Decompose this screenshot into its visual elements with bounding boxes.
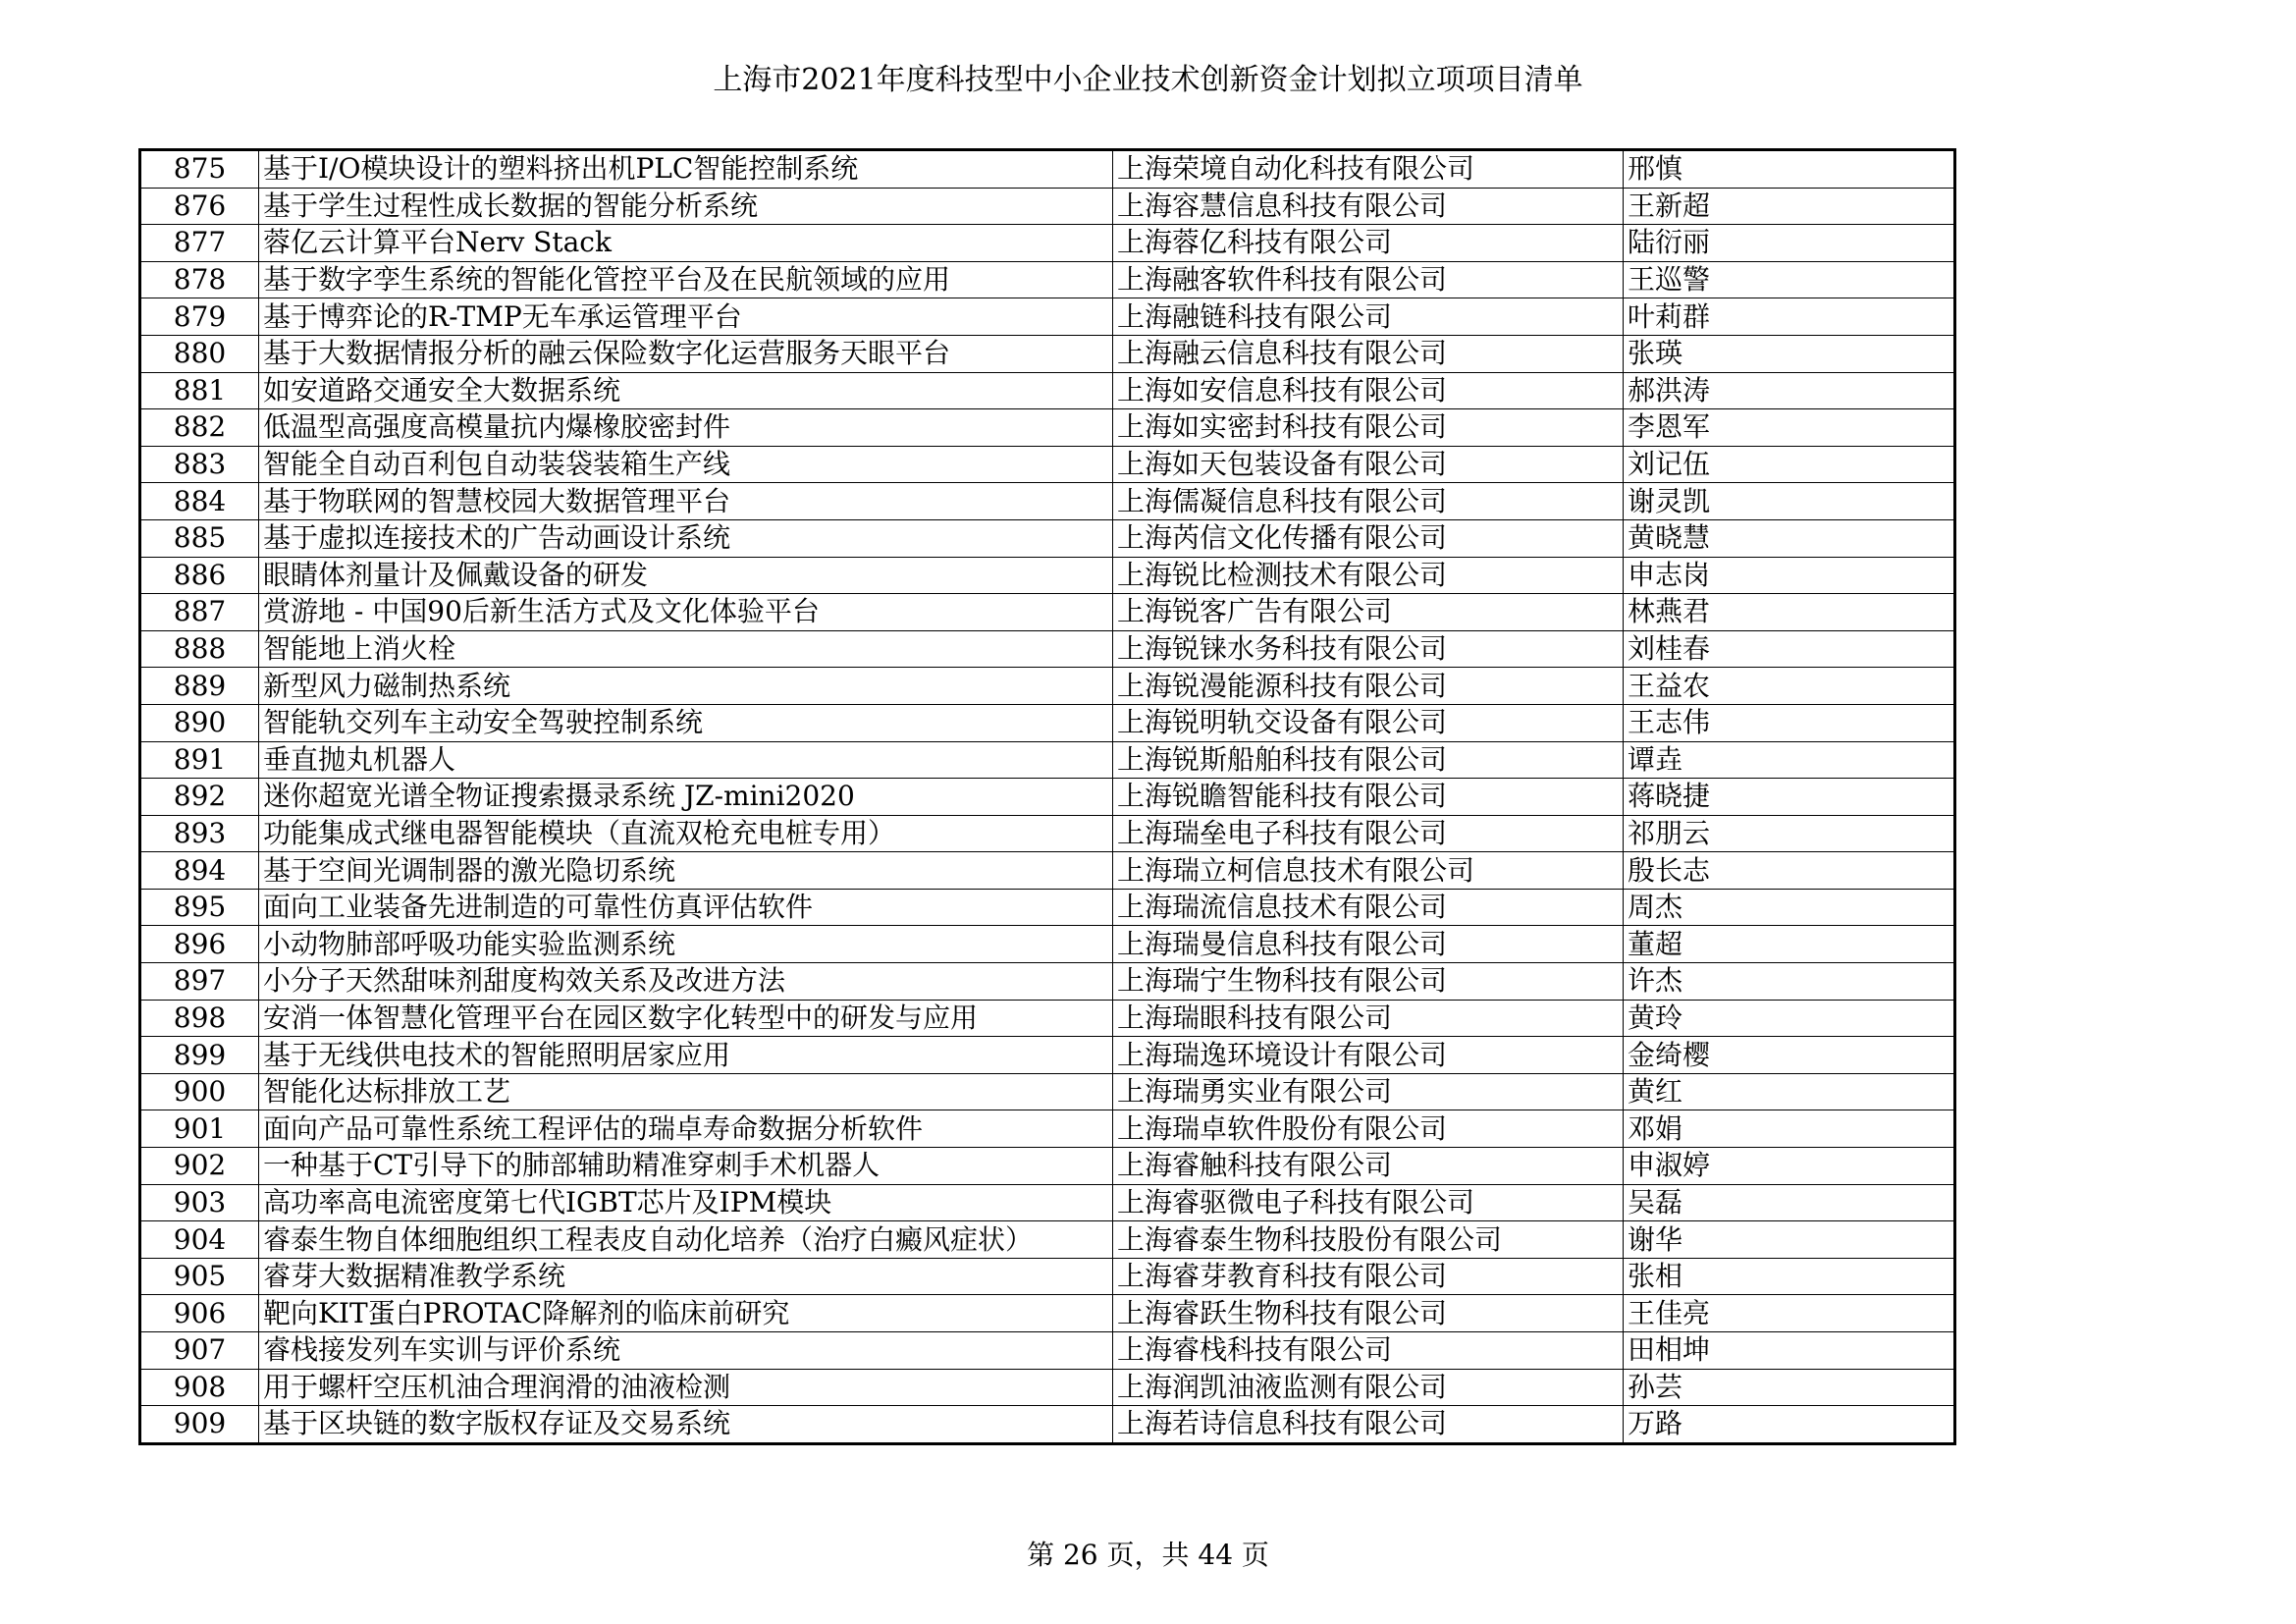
project-lead-cell: 蒋晓捷 bbox=[1624, 779, 1955, 816]
company-name-cell: 上海蓉亿科技有限公司 bbox=[1113, 225, 1624, 262]
table-row bbox=[140, 1406, 1955, 1444]
project-name-cell: 基于虚拟连接技术的广告动画设计系统 bbox=[259, 519, 1113, 557]
project-lead-cell: 王志伟 bbox=[1624, 704, 1955, 741]
project-lead-cell: 黄晓慧 bbox=[1624, 519, 1955, 557]
table-row bbox=[140, 741, 1955, 779]
company-name-cell: 上海锐瞻智能科技有限公司 bbox=[1113, 779, 1624, 816]
table-row bbox=[140, 1073, 1955, 1110]
project-number-cell: 883 bbox=[140, 446, 259, 483]
project-number-cell: 901 bbox=[140, 1110, 259, 1148]
project-name-cell: 基于I/O模块设计的塑料挤出机PLC智能控制系统 bbox=[259, 150, 1113, 189]
company-name-cell: 上海锐比检测技术有限公司 bbox=[1113, 557, 1624, 594]
table-row bbox=[140, 298, 1955, 336]
project-table-body bbox=[140, 150, 1955, 1444]
project-number-cell: 905 bbox=[140, 1258, 259, 1295]
company-name-cell: 上海锐铼水务科技有限公司 bbox=[1113, 630, 1624, 668]
project-number-cell: 885 bbox=[140, 519, 259, 557]
project-lead-cell: 孙芸 bbox=[1624, 1369, 1955, 1406]
table-row bbox=[140, 963, 1955, 1001]
project-lead-cell: 黄玲 bbox=[1624, 1000, 1955, 1037]
project-lead-cell: 吴磊 bbox=[1624, 1184, 1955, 1221]
project-number-cell: 907 bbox=[140, 1332, 259, 1370]
project-number-cell: 909 bbox=[140, 1406, 259, 1444]
table-row bbox=[140, 889, 1955, 926]
project-lead-cell: 周杰 bbox=[1624, 889, 1955, 926]
project-lead-cell: 邓娟 bbox=[1624, 1110, 1955, 1148]
project-name-cell: 智能轨交列车主动安全驾驶控制系统 bbox=[259, 704, 1113, 741]
project-name-cell: 睿栈接发列车实训与评价系统 bbox=[259, 1332, 1113, 1370]
project-number-cell: 906 bbox=[140, 1295, 259, 1332]
company-name-cell: 上海睿栈科技有限公司 bbox=[1113, 1332, 1624, 1370]
project-lead-cell: 万路 bbox=[1624, 1406, 1955, 1444]
table-row bbox=[140, 519, 1955, 557]
table-row bbox=[140, 630, 1955, 668]
project-name-cell: 功能集成式继电器智能模块（直流双枪充电桩专用） bbox=[259, 815, 1113, 852]
project-number-cell: 887 bbox=[140, 594, 259, 631]
project-number-cell: 900 bbox=[140, 1073, 259, 1110]
table-row bbox=[140, 409, 1955, 447]
table-row bbox=[140, 594, 1955, 631]
project-lead-cell: 邢慎 bbox=[1624, 150, 1955, 189]
table-row bbox=[140, 1295, 1955, 1332]
company-name-cell: 上海瑞垒电子科技有限公司 bbox=[1113, 815, 1624, 852]
company-name-cell: 上海睿跃生物科技有限公司 bbox=[1113, 1295, 1624, 1332]
project-number-cell: 876 bbox=[140, 188, 259, 225]
project-number-cell: 889 bbox=[140, 668, 259, 705]
project-lead-cell: 申志岗 bbox=[1624, 557, 1955, 594]
project-name-cell: 眼睛体剂量计及佩戴设备的研发 bbox=[259, 557, 1113, 594]
company-name-cell: 上海瑞卓软件股份有限公司 bbox=[1113, 1110, 1624, 1148]
project-lead-cell: 金绮樱 bbox=[1624, 1037, 1955, 1074]
project-lead-cell: 董超 bbox=[1624, 926, 1955, 963]
project-number-cell: 902 bbox=[140, 1148, 259, 1185]
project-lead-cell: 田相坤 bbox=[1624, 1332, 1955, 1370]
project-name-cell: 基于博弈论的R-TMP无车承运管理平台 bbox=[259, 298, 1113, 336]
company-name-cell: 上海融链科技有限公司 bbox=[1113, 298, 1624, 336]
table-row bbox=[140, 1258, 1955, 1295]
project-number-cell: 897 bbox=[140, 963, 259, 1001]
project-lead-cell: 谢华 bbox=[1624, 1221, 1955, 1259]
project-number-cell: 908 bbox=[140, 1369, 259, 1406]
company-name-cell: 上海瑞逸环境设计有限公司 bbox=[1113, 1037, 1624, 1074]
project-name-cell: 用于螺杆空压机油合理润滑的油液检测 bbox=[259, 1369, 1113, 1406]
project-name-cell: 基于大数据情报分析的融云保险数字化运营服务天眼平台 bbox=[259, 335, 1113, 372]
company-name-cell: 上海睿驱微电子科技有限公司 bbox=[1113, 1184, 1624, 1221]
project-table bbox=[138, 148, 1956, 1445]
project-name-cell: 智能全自动百利包自动装袋装箱生产线 bbox=[259, 446, 1113, 483]
project-lead-cell: 郝洪涛 bbox=[1624, 372, 1955, 409]
company-name-cell: 上海瑞勇实业有限公司 bbox=[1113, 1073, 1624, 1110]
project-lead-cell: 谢灵凯 bbox=[1624, 483, 1955, 520]
company-name-cell: 上海如实密封科技有限公司 bbox=[1113, 409, 1624, 447]
project-name-cell: 智能化达标排放工艺 bbox=[259, 1073, 1113, 1110]
project-name-cell: 新型风力磁制热系统 bbox=[259, 668, 1113, 705]
table-row bbox=[140, 668, 1955, 705]
project-number-cell: 904 bbox=[140, 1221, 259, 1259]
company-name-cell: 上海融云信息科技有限公司 bbox=[1113, 335, 1624, 372]
company-name-cell: 上海瑞流信息技术有限公司 bbox=[1113, 889, 1624, 926]
table-row bbox=[140, 483, 1955, 520]
project-lead-cell: 祁朋云 bbox=[1624, 815, 1955, 852]
project-name-cell: 基于数字孪生系统的智能化管控平台及在民航领域的应用 bbox=[259, 261, 1113, 298]
table-row bbox=[140, 1148, 1955, 1185]
project-lead-cell: 陆衍丽 bbox=[1624, 225, 1955, 262]
project-number-cell: 890 bbox=[140, 704, 259, 741]
project-name-cell: 基于学生过程性成长数据的智能分析系统 bbox=[259, 188, 1113, 225]
table-row bbox=[140, 261, 1955, 298]
company-name-cell: 上海瑞眼科技有限公司 bbox=[1113, 1000, 1624, 1037]
company-name-cell: 上海如安信息科技有限公司 bbox=[1113, 372, 1624, 409]
project-number-cell: 886 bbox=[140, 557, 259, 594]
project-name-cell: 睿芽大数据精准教学系统 bbox=[259, 1258, 1113, 1295]
table-row bbox=[140, 1110, 1955, 1148]
project-lead-cell: 许杰 bbox=[1624, 963, 1955, 1001]
table-row bbox=[140, 1000, 1955, 1037]
project-lead-cell: 王新超 bbox=[1624, 188, 1955, 225]
table-row bbox=[140, 779, 1955, 816]
project-lead-cell: 李恩军 bbox=[1624, 409, 1955, 447]
project-lead-cell: 刘记伍 bbox=[1624, 446, 1955, 483]
project-name-cell: 高功率高电流密度第七代IGBT芯片及IPM模块 bbox=[259, 1184, 1113, 1221]
company-name-cell: 上海容慧信息科技有限公司 bbox=[1113, 188, 1624, 225]
company-name-cell: 上海锐斯船舶科技有限公司 bbox=[1113, 741, 1624, 779]
project-lead-cell: 王益农 bbox=[1624, 668, 1955, 705]
table-row bbox=[140, 372, 1955, 409]
document-title: 上海市2021年度科技型中小企业技术创新资金计划拟立项项目清单 bbox=[713, 63, 1583, 97]
table-row bbox=[140, 188, 1955, 225]
project-number-cell: 903 bbox=[140, 1184, 259, 1221]
project-name-cell: 如安道路交通安全大数据系统 bbox=[259, 372, 1113, 409]
project-lead-cell: 林燕君 bbox=[1624, 594, 1955, 631]
project-number-cell: 896 bbox=[140, 926, 259, 963]
project-name-cell: 面向产品可靠性系统工程评估的瑞卓寿命数据分析软件 bbox=[259, 1110, 1113, 1148]
project-name-cell: 迷你超宽光谱全物证搜索摄录系统 JZ-mini2020 bbox=[259, 779, 1113, 816]
table-row bbox=[140, 852, 1955, 890]
project-number-cell: 895 bbox=[140, 889, 259, 926]
project-lead-cell: 王巡警 bbox=[1624, 261, 1955, 298]
project-name-cell: 垂直抛丸机器人 bbox=[259, 741, 1113, 779]
project-name-cell: 一种基于CT引导下的肺部辅助精准穿刺手术机器人 bbox=[259, 1148, 1113, 1185]
project-number-cell: 899 bbox=[140, 1037, 259, 1074]
project-name-cell: 赏游地 - 中国90后新生活方式及文化体验平台 bbox=[259, 594, 1113, 631]
project-lead-cell: 王佳亮 bbox=[1624, 1295, 1955, 1332]
project-name-cell: 基于区块链的数字版权存证及交易系统 bbox=[259, 1406, 1113, 1444]
company-name-cell: 上海若诗信息科技有限公司 bbox=[1113, 1406, 1624, 1444]
project-lead-cell: 殷长志 bbox=[1624, 852, 1955, 890]
project-lead-cell: 申淑婷 bbox=[1624, 1148, 1955, 1185]
project-lead-cell: 黄红 bbox=[1624, 1073, 1955, 1110]
project-number-cell: 898 bbox=[140, 1000, 259, 1037]
project-number-cell: 880 bbox=[140, 335, 259, 372]
project-name-cell: 基于物联网的智慧校园大数据管理平台 bbox=[259, 483, 1113, 520]
project-number-cell: 877 bbox=[140, 225, 259, 262]
page-footer: 第 26 页，共 44 页 bbox=[1027, 1539, 1269, 1571]
project-name-cell: 安消一体智慧化管理平台在园区数字化转型中的研发与应用 bbox=[259, 1000, 1113, 1037]
company-name-cell: 上海睿触科技有限公司 bbox=[1113, 1148, 1624, 1185]
company-name-cell: 上海融客软件科技有限公司 bbox=[1113, 261, 1624, 298]
project-number-cell: 888 bbox=[140, 630, 259, 668]
company-name-cell: 上海瑞立柯信息技术有限公司 bbox=[1113, 852, 1624, 890]
table-row bbox=[140, 815, 1955, 852]
table-row bbox=[140, 1332, 1955, 1370]
company-name-cell: 上海锐客广告有限公司 bbox=[1113, 594, 1624, 631]
table-row bbox=[140, 1184, 1955, 1221]
project-name-cell: 面向工业装备先进制造的可靠性仿真评估软件 bbox=[259, 889, 1113, 926]
table-row bbox=[140, 446, 1955, 483]
project-number-cell: 891 bbox=[140, 741, 259, 779]
project-number-cell: 879 bbox=[140, 298, 259, 336]
table-row bbox=[140, 704, 1955, 741]
project-number-cell: 893 bbox=[140, 815, 259, 852]
project-name-cell: 低温型高强度高模量抗内爆橡胶密封件 bbox=[259, 409, 1113, 447]
company-name-cell: 上海如天包装设备有限公司 bbox=[1113, 446, 1624, 483]
project-lead-cell: 谭垚 bbox=[1624, 741, 1955, 779]
table-row bbox=[140, 1221, 1955, 1259]
project-number-cell: 884 bbox=[140, 483, 259, 520]
project-name-cell: 基于空间光调制器的激光隐切系统 bbox=[259, 852, 1113, 890]
company-name-cell: 上海睿泰生物科技股份有限公司 bbox=[1113, 1221, 1624, 1259]
project-name-cell: 基于无线供电技术的智能照明居家应用 bbox=[259, 1037, 1113, 1074]
table-row bbox=[140, 1369, 1955, 1406]
company-name-cell: 上海瑞曼信息科技有限公司 bbox=[1113, 926, 1624, 963]
company-name-cell: 上海芮信文化传播有限公司 bbox=[1113, 519, 1624, 557]
project-name-cell: 小动物肺部呼吸功能实验监测系统 bbox=[259, 926, 1113, 963]
table-row bbox=[140, 557, 1955, 594]
company-name-cell: 上海润凯油液监测有限公司 bbox=[1113, 1369, 1624, 1406]
company-name-cell: 上海荣境自动化科技有限公司 bbox=[1113, 150, 1624, 189]
table-row bbox=[140, 225, 1955, 262]
company-name-cell: 上海瑞宁生物科技有限公司 bbox=[1113, 963, 1624, 1001]
project-number-cell: 878 bbox=[140, 261, 259, 298]
project-name-cell: 靶向KIT蛋白PROTAC降解剂的临床前研究 bbox=[259, 1295, 1113, 1332]
project-number-cell: 875 bbox=[140, 150, 259, 189]
company-name-cell: 上海锐漫能源科技有限公司 bbox=[1113, 668, 1624, 705]
project-name-cell: 蓉亿云计算平台Nerv Stack bbox=[259, 225, 1113, 262]
project-number-cell: 894 bbox=[140, 852, 259, 890]
project-number-cell: 892 bbox=[140, 779, 259, 816]
project-lead-cell: 刘桂春 bbox=[1624, 630, 1955, 668]
project-number-cell: 881 bbox=[140, 372, 259, 409]
project-name-cell: 智能地上消火栓 bbox=[259, 630, 1113, 668]
project-name-cell: 睿泰生物自体细胞组织工程表皮自动化培养（治疗白癜风症状） bbox=[259, 1221, 1113, 1259]
project-number-cell: 882 bbox=[140, 409, 259, 447]
table-row bbox=[140, 150, 1955, 189]
project-name-cell: 小分子天然甜味剂甜度构效关系及改进方法 bbox=[259, 963, 1113, 1001]
table-row bbox=[140, 335, 1955, 372]
company-name-cell: 上海锐明轨交设备有限公司 bbox=[1113, 704, 1624, 741]
table-row bbox=[140, 1037, 1955, 1074]
company-name-cell: 上海儒凝信息科技有限公司 bbox=[1113, 483, 1624, 520]
project-lead-cell: 叶莉群 bbox=[1624, 298, 1955, 336]
table-row bbox=[140, 926, 1955, 963]
company-name-cell: 上海睿芽教育科技有限公司 bbox=[1113, 1258, 1624, 1295]
project-lead-cell: 张瑛 bbox=[1624, 335, 1955, 372]
project-lead-cell: 张相 bbox=[1624, 1258, 1955, 1295]
